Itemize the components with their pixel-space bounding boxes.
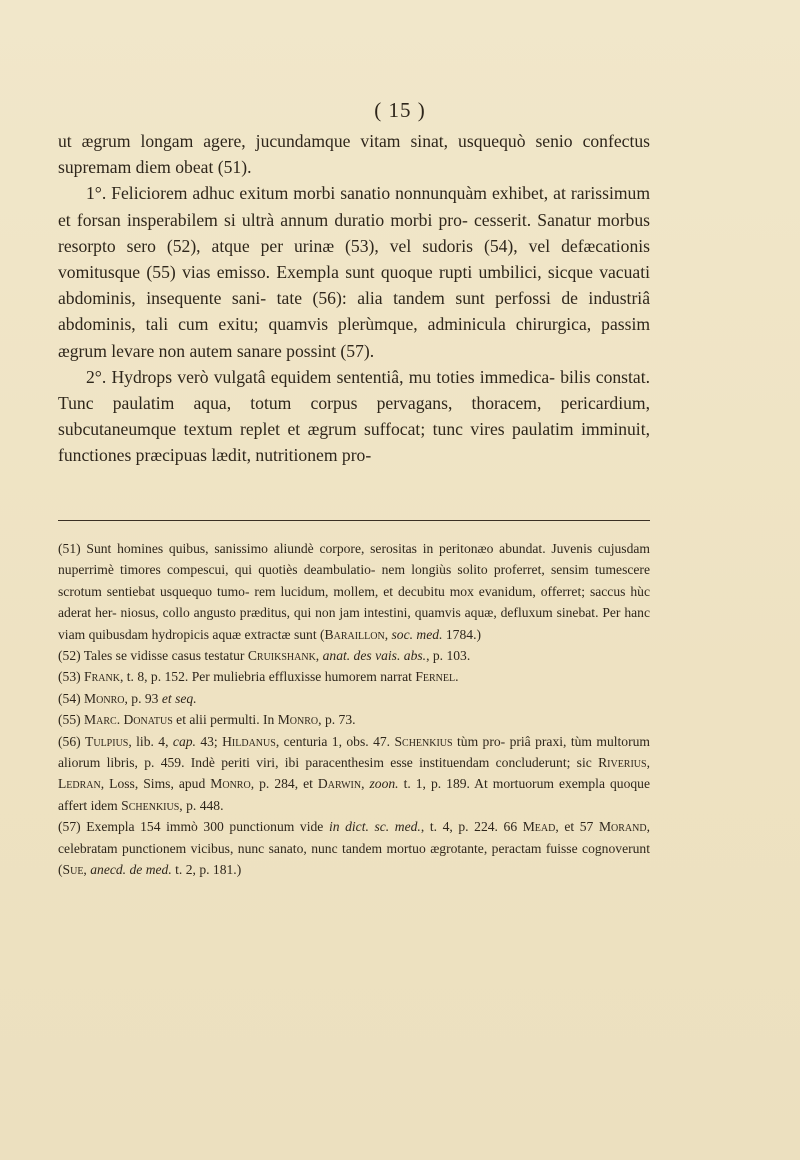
paragraph-1 — [58, 128, 650, 180]
text-line: sunt quoque rupti umbilici, sicque vacuati abdominis, insequente sani- — [58, 262, 650, 309]
footnote-57: (57) Exempla 154 immò 300 punctionum vide in dict. sc. med., t. 4, p. 224. 66 Mead, et 57 Morand, celebratam punctionem vicibus, nunc sanato, nunc tandem mortuo ægrotante, peractam fuisse cognoverunt (Sue, anecd. de med. t. 2, p. 181.) — [58, 819, 650, 878]
footnote-divider — [58, 520, 650, 521]
text-line: levare non autem sanare possint (57). — [111, 340, 375, 361]
paragraph-2 — [58, 180, 650, 363]
text-line: confectus supremam diem obeat (51). — [58, 131, 650, 178]
footnote-53: (53) Frank, t. 8, p. 152. Per muliebria effluxisse humorem narrat Fernel. — [58, 669, 459, 685]
text-line: 1°. Feliciorem adhuc exitum morbi sanatio nonnunquàm exhibet, — [86, 183, 549, 204]
footnote-55: (55) Marc. Donatus et alii permulti. In Monro, p. 73. — [58, 712, 356, 728]
text-line: at rarissimum et forsan insperabilem si ultrà annum duratio morbi pro- — [58, 183, 651, 230]
paragraph-3 — [58, 364, 650, 469]
main-text — [58, 128, 650, 469]
text-line: exitu; quamvis plerùmque, adminicula chirurgica, passim ægrum — [58, 314, 651, 361]
footnote-54: (54) Monro, p. 93 et seq. — [58, 690, 197, 706]
footnote-56: (56) Tulpius, lib. 4, cap. 43; Hildanus, centuria 1, obs. 47. Schenkius tùm pro- priâ praxi, tùm multorum aliorum libris, p. 459. Indè periti viri, ibi paracenthesim esse instituendam concluderunt; sic Riverius, Ledran, Loss, Sims, apud Monro, p. 284, et Darwin, zoon. t. 1, p. 189. At mortuorum exempla quoque affert idem Schenkius, p. 448. — [58, 733, 651, 813]
text-line: tate (56): alia tandem sunt perfossi de industriâ abdominis, tali cum — [58, 288, 651, 335]
text-line: bilis constat. Tunc paulatim aqua, totum corpus pervagans, thoracem, — [58, 366, 650, 414]
footnote-51: (51) Sunt homines quibus, sanissimo aliundè corpore, serositas in peritonæo abundat. Juvenis cujusdam nuperrimè timores compescui, qui quotiès deambulatio- nem longiùs solito proferret, sensim tumescere scrotum sentiebat usquequo tumo- rem lucidum, mollem, et decubitu mox evanidum, offerret; saccus hùc aderat her- niosus, collo angusto præditus, qui non jam intestini, quamvis aquæ, defluxum sinebat. Per hanc viam quibusdam hydropicis aquæ extractæ sunt (Baraillon, soc. med. 1784.) — [58, 541, 650, 642]
text-line: 2°. Hydrops verò vulgatâ equidem sententiâ, mu toties immedica- — [86, 366, 555, 387]
text-line: pericardium, subcutaneumque textum replet et ægrum suffocat; tunc — [58, 393, 650, 440]
page-number: ( 15 ) — [374, 98, 426, 122]
text-line: ut ægrum longam agere, jucundamque vitam sinat, usquequò senio — [58, 131, 573, 151]
text-line: vires paulatim imminuit, functiones præcipuas lædit, nutritionem pro- — [58, 419, 650, 466]
footnote-52: (52) Tales se vidisse casus testatur Cruikshank, anat. des vais. abs., p. 103. — [58, 648, 471, 664]
text-line: sudoris (54), vel defæcationis vomitusque (55) vias emisso. Exempla — [58, 235, 651, 283]
footnotes — [58, 538, 650, 881]
text-line: cesserit. Sanatur morbus resorpto sero (52), atque per urinæ (53), vel — [58, 209, 650, 256]
